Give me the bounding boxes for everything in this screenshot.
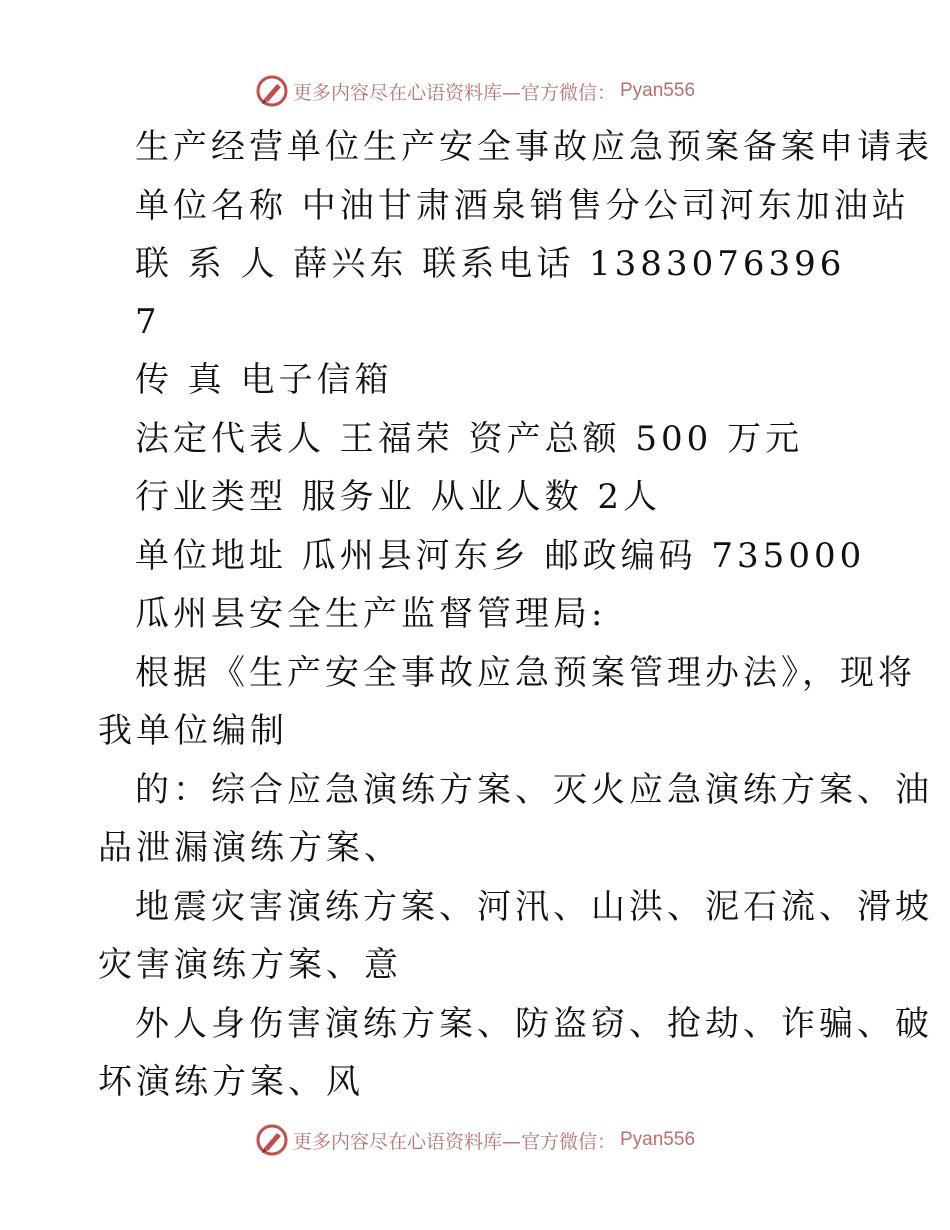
text-line: 灾害演练方案、意 <box>98 945 402 985</box>
text-line: 7 <box>135 302 161 342</box>
text-line: 瓜州县安全生产监督管理局: <box>135 594 607 634</box>
banner-wechat-id: Pyan556 <box>620 1129 696 1150</box>
text-line: 的：综合应急演练方案、灭火应急演练方案、油 <box>135 770 933 810</box>
text-line: 我单位编制 <box>98 711 288 751</box>
text-line: 单位地址 瓜州县河东乡 邮政编码 735000 <box>135 536 866 576</box>
text-line: 行业类型 服务业 从业人数 2人 <box>135 477 662 517</box>
text-line: 坏演练方案、风 <box>98 1062 364 1102</box>
text-line: 外人身伤害演练方案、防盗窃、抢劫、诈骗、破 <box>135 1004 933 1044</box>
text-line: 根据《生产安全事故应急预案管理办法》，现将 <box>135 653 916 693</box>
text-line: 品泄漏演练方案、 <box>98 828 402 868</box>
banner-text: 更多内容尽在心语资料库—官方微信： <box>292 81 616 104</box>
pen-logo-icon <box>255 1123 289 1157</box>
footer-watermark-banner <box>0 1120 950 1160</box>
banner-wechat-id: Pyan556 <box>620 80 696 101</box>
text-line: 法定代表人 王福荣 资产总额 500 万元 <box>135 419 804 459</box>
text-line: 单位名称 中油甘肃酒泉销售分公司河东加油站 <box>135 186 910 226</box>
header-watermark-banner <box>0 71 950 111</box>
text-line: 传 真 电子信箱 <box>135 360 393 400</box>
document-title: 生产经营单位生产安全事故应急预案备案申请表 <box>135 127 933 167</box>
pen-logo-icon <box>255 74 289 108</box>
banner-text: 更多内容尽在心语资料库—官方微信： <box>292 1130 616 1153</box>
text-line: 联 系 人 薛兴东 联系电话 1383076396 <box>135 244 846 284</box>
text-line: 地震灾害演练方案、河汛、山洪、泥石流、滑坡 <box>135 887 933 927</box>
